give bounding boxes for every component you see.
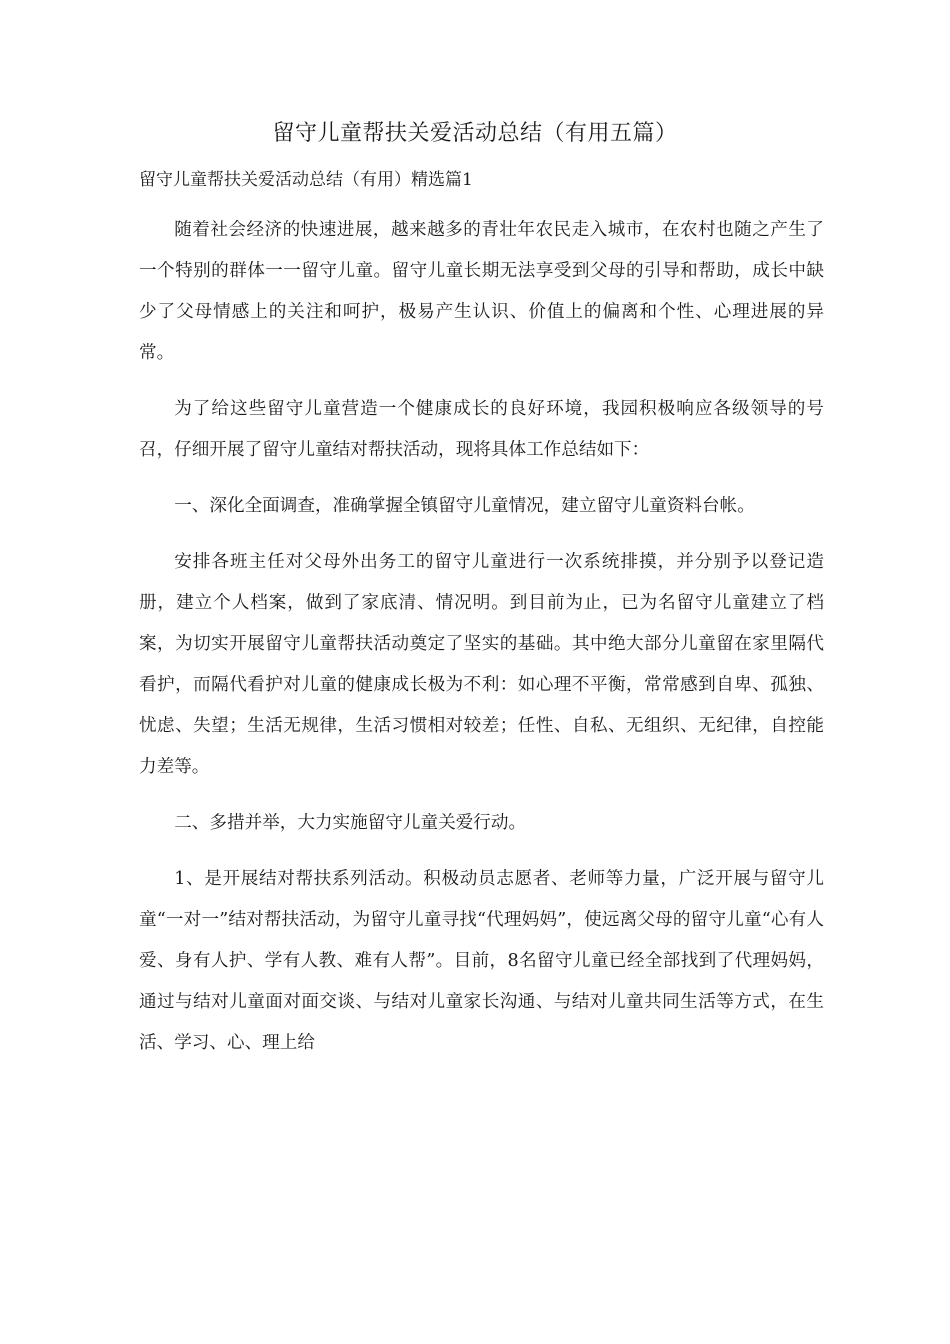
paragraph-4: 安排各班主任对父母外出务工的留守儿童进行一次系统排摸，并分别予以登记造册，建立个人档案，做到了家底清、情况明。到目前为止，已为名留守儿童建立了档案，为切实开展留守儿童帮扶活动奠定了坚实的基础。其中绝大部分儿童留在家里隔代看护，而隔代看护对儿童的健康成长极为不利：如心理不平衡，常常感到自卑、孤独、忧虑、失望；生活无规律，生活习惯相对较差；任性、自私、无组织、无纪律，自控能力差等。	[139, 552, 824, 777]
paragraph-5: 二、多措并举，大力实施留守儿童关爱行动。	[174, 813, 527, 833]
paragraph-1: 随着社会经济的快速进展，越来越多的青壮年农民走入城市，在农村也随之产生了一个特别的群体一一留守儿童。留守儿童长期无法享受到父母的引导和帮助，成长中缺少了父母情感上的关注和呵护，极易产生认识、价值上的偏离和个性、心理进展的异常。	[139, 220, 824, 363]
paragraph-3: 一、深化全面调查，准确掌握全镇留守儿童情况，建立留守儿童资料台帐。	[174, 496, 755, 516]
document-body	[139, 210, 824, 1079]
document-title: 留守儿童帮扶关爱活动总结（有用五篇）	[272, 121, 678, 146]
paragraph-6: 1、是开展结对帮扶系列活动。积极动员志愿者、老师等力量，广泛开展与留守儿童“一对一”结对帮扶活动，为留守儿童寻找“代理妈妈”，使远离父母的留守儿童“心有人爱、身有人护、学有人教、难有人帮”。目前，8名留守儿童已经全部找到了代理妈妈，通过与结对儿童面对面交谈、与结对儿童家长沟通、与结对儿童共同生活等方式，在生活、学习、心、理上给	[139, 869, 824, 1053]
paragraph-2: 为了给这些留守儿童营造一个健康成长的良好环境，我园积极响应各级领导的号召，仔细开展了留守儿童结对帮扶活动，现将具体工作总结如下：	[139, 399, 824, 460]
section-subtitle: 留守儿童帮扶关爱活动总结（有用）精选篇1	[139, 170, 473, 190]
